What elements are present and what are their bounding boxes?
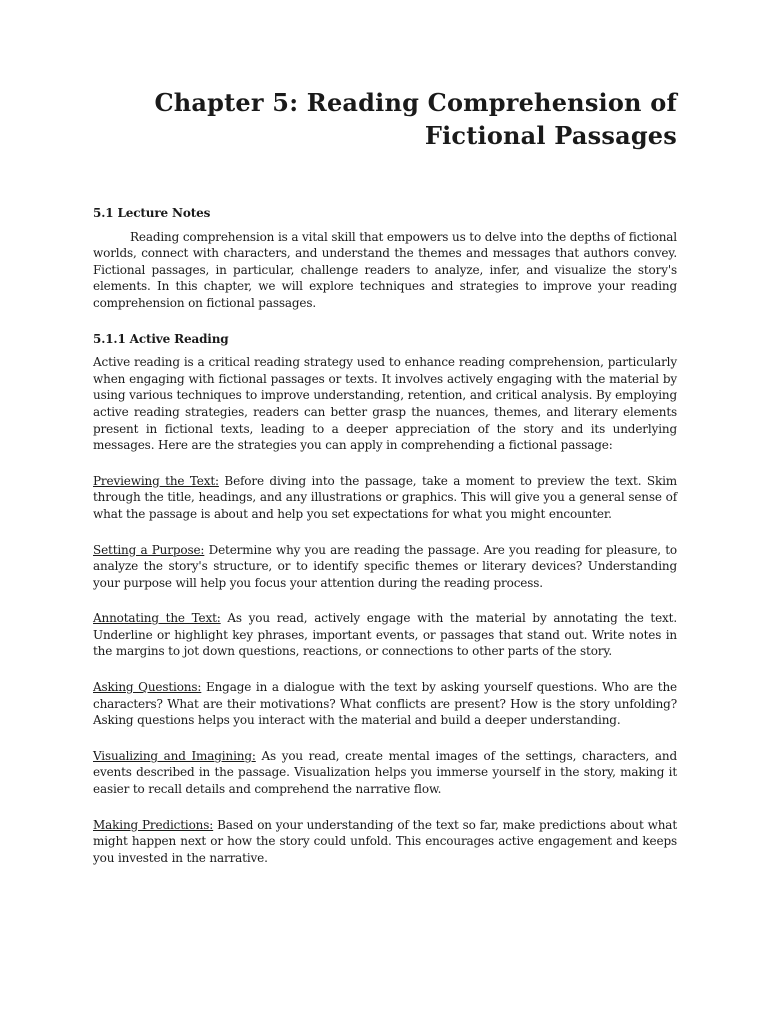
section-heading-active-reading: 5.1.1 Active Reading (93, 331, 229, 346)
lecture-notes-paragraph: Reading comprehension is a vital skill that empowers us to delve into the depths of fictional worlds, connect with characters, and understand the themes and messages that authors convey. Fictional passages, in particular, challenge readers to analyze, infer, and visualize the story's elements. In this chapter, we will explore techniques and strategies to improve your reading comprehension on fictional passages. (93, 229, 677, 310)
chapter-title (93, 86, 677, 152)
strategy-text: As you read, create mental images of the settings, characters, and events described in the passage. Visualization helps you immerse yourself in the story, making it easier to recall details and comprehend the narrative flow. (93, 748, 677, 797)
strategy-term: Making Predictions: (93, 817, 214, 832)
strategy-term: Visualizing and Imagining: (93, 748, 256, 763)
strategy-making-predictions (93, 817, 677, 867)
strategy-term: Asking Questions: (93, 680, 202, 695)
strategy-term: Previewing the Text: (93, 473, 219, 488)
strategy-previewing (93, 473, 677, 523)
strategy-visualizing (93, 748, 677, 798)
strategy-text: Before diving into the passage, take a moment to preview the text. Skim through the title, headings, and any illustrations or graphics. This will give you a general sense of what the passage is about and help you set expectations for what you might encounter. (93, 473, 677, 521)
strategy-annotating (93, 610, 677, 660)
strategy-text: Based on your understanding of the text so far, make predictions about what might happen next or how the story could unfold. This encourages active engagement and keeps you invested in the narrative. (93, 817, 677, 865)
strategy-text: As you read, actively engage with the material by annotating the text. Underline or highlight key phrases, important events, or passages that stand out. Write notes in the margins to jot down questions, reactions, or connections to other parts of the story. (93, 611, 677, 659)
chapter-title-line-1: Chapter 5: Reading Comprehension of (154, 88, 677, 117)
strategy-term: Setting a Purpose: (93, 542, 205, 557)
strategy-setting-purpose (93, 542, 677, 592)
chapter-title-line-2: Fictional Passages (424, 121, 677, 150)
strategy-term: Annotating the Text: (93, 611, 221, 626)
strategy-asking-questions (93, 679, 677, 729)
document-body (93, 205, 677, 885)
active-reading-paragraph: Active reading is a critical reading strategy used to enhance reading comprehension, particularly when engaging with fictional passages or texts. It involves actively engaging with the material by using various techniques to improve understanding, retention, and critical analysis. By employing active reading strategies, readers can better grasp the nuances, themes, and literary elements present in fictional texts, leading to a deeper appreciation of the story and its underlying messages. Here are the strategies you can apply in comprehending a fictional passage: (93, 355, 677, 453)
strategy-text: Engage in a dialogue with the text by asking yourself questions. Who are the characters? What are their motivations? What conflicts are present? How is the story unfolding? Asking questions helps you interact with the material and build a deeper understanding. (93, 680, 678, 728)
strategy-text: Determine why you are reading the passage. Are you reading for pleasure, to analyze the story's structure, or to identify specific themes or literary devices? Understanding your purpose will help you focus your attention during the reading process. (93, 542, 678, 590)
section-heading-lecture-notes: 5.1 Lecture Notes (93, 206, 211, 220)
